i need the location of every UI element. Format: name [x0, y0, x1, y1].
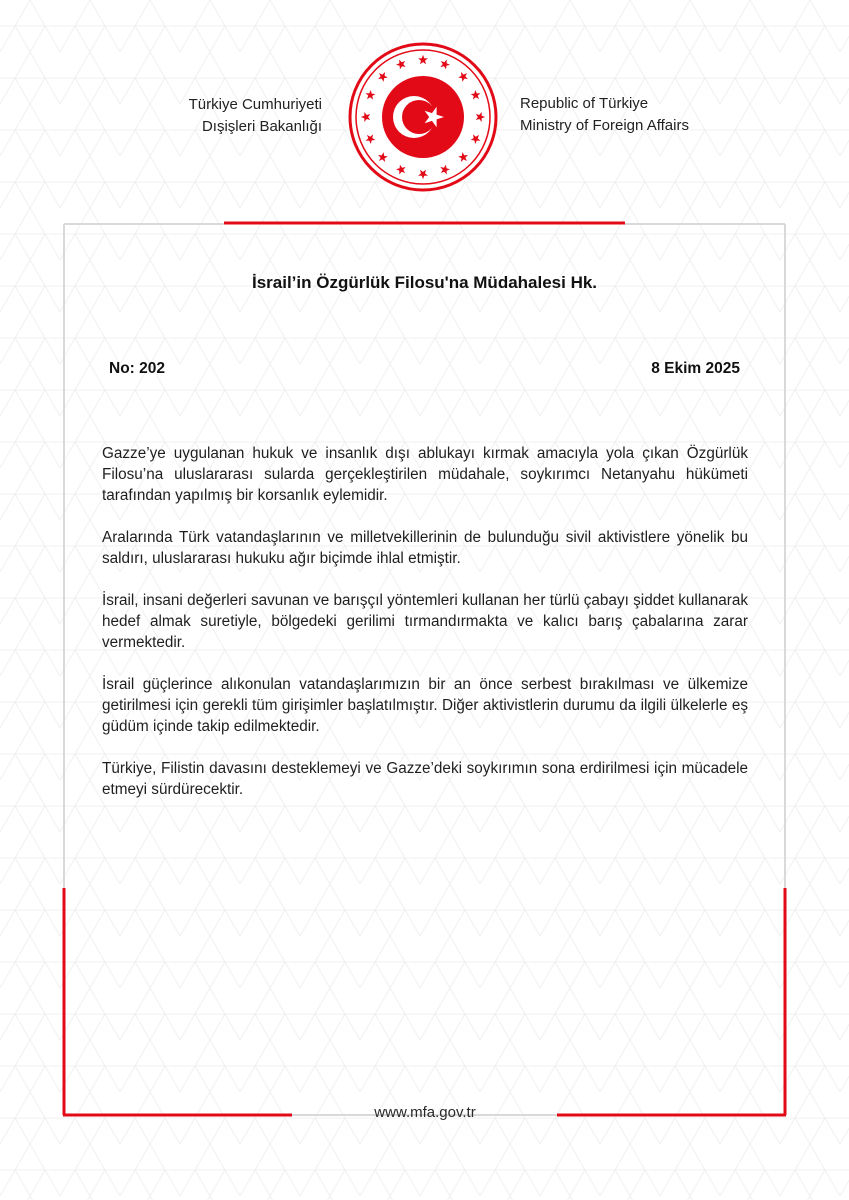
body-paragraph-4: İsrail güçlerince alıkonulan vatandaşlarımızın bir an önce serbest bırakılması ve ülkemize getirilmesi için gerekli tüm girişimler başlatılmıştır. Diğer aktivistlerin durumu da ilgili ülkelerle eş güdüm içinde takip edilmektedir.: [102, 676, 748, 735]
document-body: [102, 443, 748, 821]
document-date: 8 Ekim 2025: [651, 360, 740, 377]
document-number: No: 202: [109, 360, 165, 377]
body-paragraph-3: İsrail, insani değerleri savunan ve barışçıl yöntemleri kullanan her türlü çabayı şiddet kullanarak hedef almak suretiyle, bölgedeki gerilimi tırmandırmakta ve kalıcı barış çabalarına zarar vermektedir.: [102, 592, 748, 651]
ministry-name-turkish: [150, 94, 322, 138]
ministry-name-english-line1: Republic of Türkiye: [520, 95, 649, 112]
ministry-name-english: [520, 93, 720, 137]
ministry-name-turkish-line1: Türkiye Cumhuriyeti: [188, 96, 322, 113]
mfa-emblem-icon: [348, 42, 498, 192]
body-paragraph-2: Aralarında Türk vatandaşlarının ve milletvekillerinin de bulunduğu sivil aktivistlere yönelik bu saldırı, uluslararası hukuku ağır biçimde ihlal etmiştir.: [102, 529, 748, 567]
ministry-name-english-line2: Ministry of Foreign Affairs: [520, 117, 689, 134]
document-title: İsrail’in Özgürlük Filosu'na Müdahalesi Hk.: [251, 273, 598, 292]
website-link[interactable]: www.mfa.gov.tr: [374, 1104, 476, 1121]
ministry-name-turkish-line2: Dışişleri Bakanlığı: [201, 118, 322, 135]
body-paragraph-5: Türkiye, Filistin davasını desteklemeyi ve Gazze’deki soykırımın sona erdirilmesi için mücadele etmeyi sürdürecektir.: [102, 760, 748, 798]
body-paragraph-1: Gazze’ye uygulanan hukuk ve insanlık dışı ablukayı kırmak amacıyla yola çıkan Özgürlük Filosu’na uluslararası sularda gerçekleştirilen müdahale, soykırımcı Netanyahu hükümeti tarafından yapılmış bir korsanlık eylemidir.: [102, 445, 748, 504]
